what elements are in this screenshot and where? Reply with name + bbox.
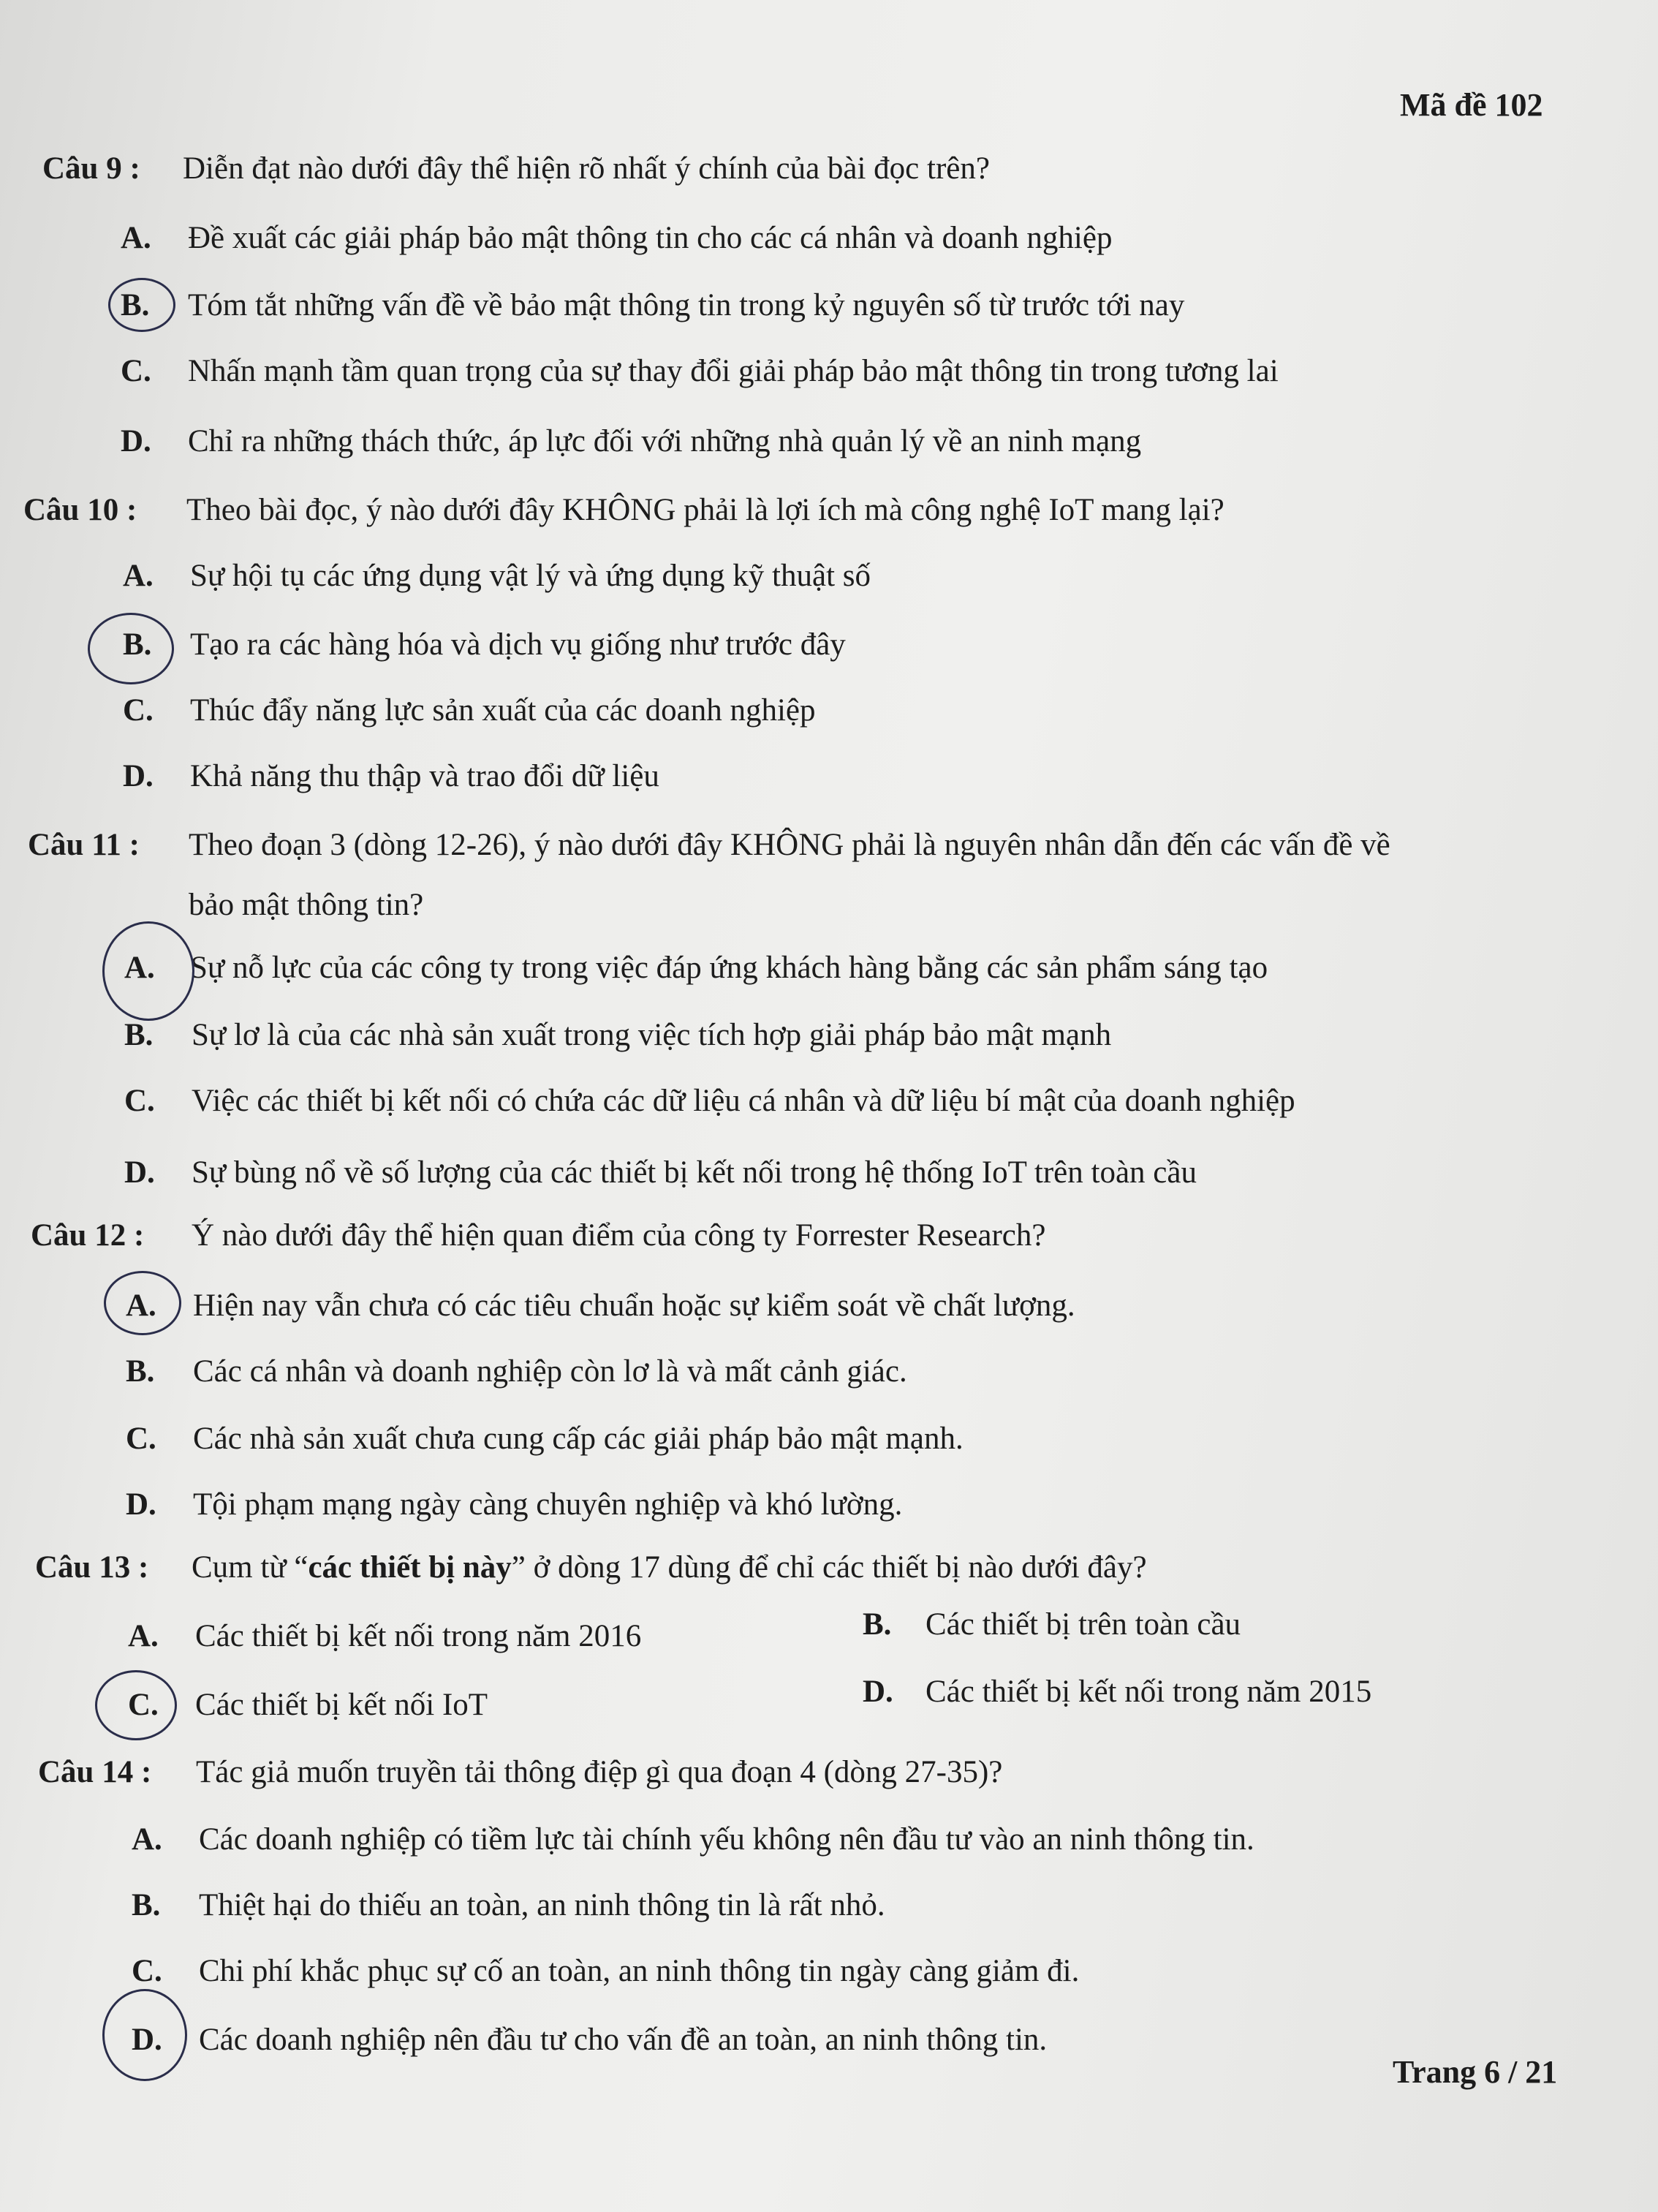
question-text: Ý nào dưới đây thể hiện quan điểm của công ty Forrester Research?: [192, 1218, 1046, 1253]
page-number: Trang 6 / 21: [1393, 2054, 1558, 2090]
question-text: Tác giả muốn truyền tải thông điệp gì qua đoạn 4 (dòng 27-35)?: [196, 1755, 1003, 1789]
question-label: Câu 12 :: [31, 1218, 145, 1253]
answer-mark: [102, 921, 194, 1021]
question-text: Theo bài đọc, ý nào dưới đây KHÔNG phải là lợi ích mà công nghệ IoT mang lại?: [186, 493, 1224, 527]
question-label: Câu 11 :: [28, 828, 140, 862]
exam-code: Mã đề 102: [1400, 87, 1543, 123]
answer-mark: [102, 1989, 187, 2081]
question-label: Câu 10 :: [23, 493, 137, 527]
question-text: Cụm từ “các thiết bị này” ở dòng 17 dùng để chỉ các thiết bị nào dưới đây?: [192, 1550, 1147, 1585]
answer-mark: [88, 613, 174, 684]
answer-mark: [95, 1670, 177, 1740]
answer-mark: [104, 1271, 181, 1335]
answer-mark: [108, 278, 175, 332]
question-label: Câu 13 :: [35, 1550, 149, 1585]
question-text: Theo đoạn 3 (dòng 12-26), ý nào dưới đây KHÔNG phải là nguyên nhân dẫn đến các vấn đề về: [189, 828, 1390, 862]
question-label: Câu 14 :: [38, 1755, 152, 1789]
question-label: Câu 9 :: [42, 151, 140, 186]
question-text: Diễn đạt nào dưới đây thể hiện rõ nhất ý chính của bài đọc trên?: [183, 151, 990, 186]
